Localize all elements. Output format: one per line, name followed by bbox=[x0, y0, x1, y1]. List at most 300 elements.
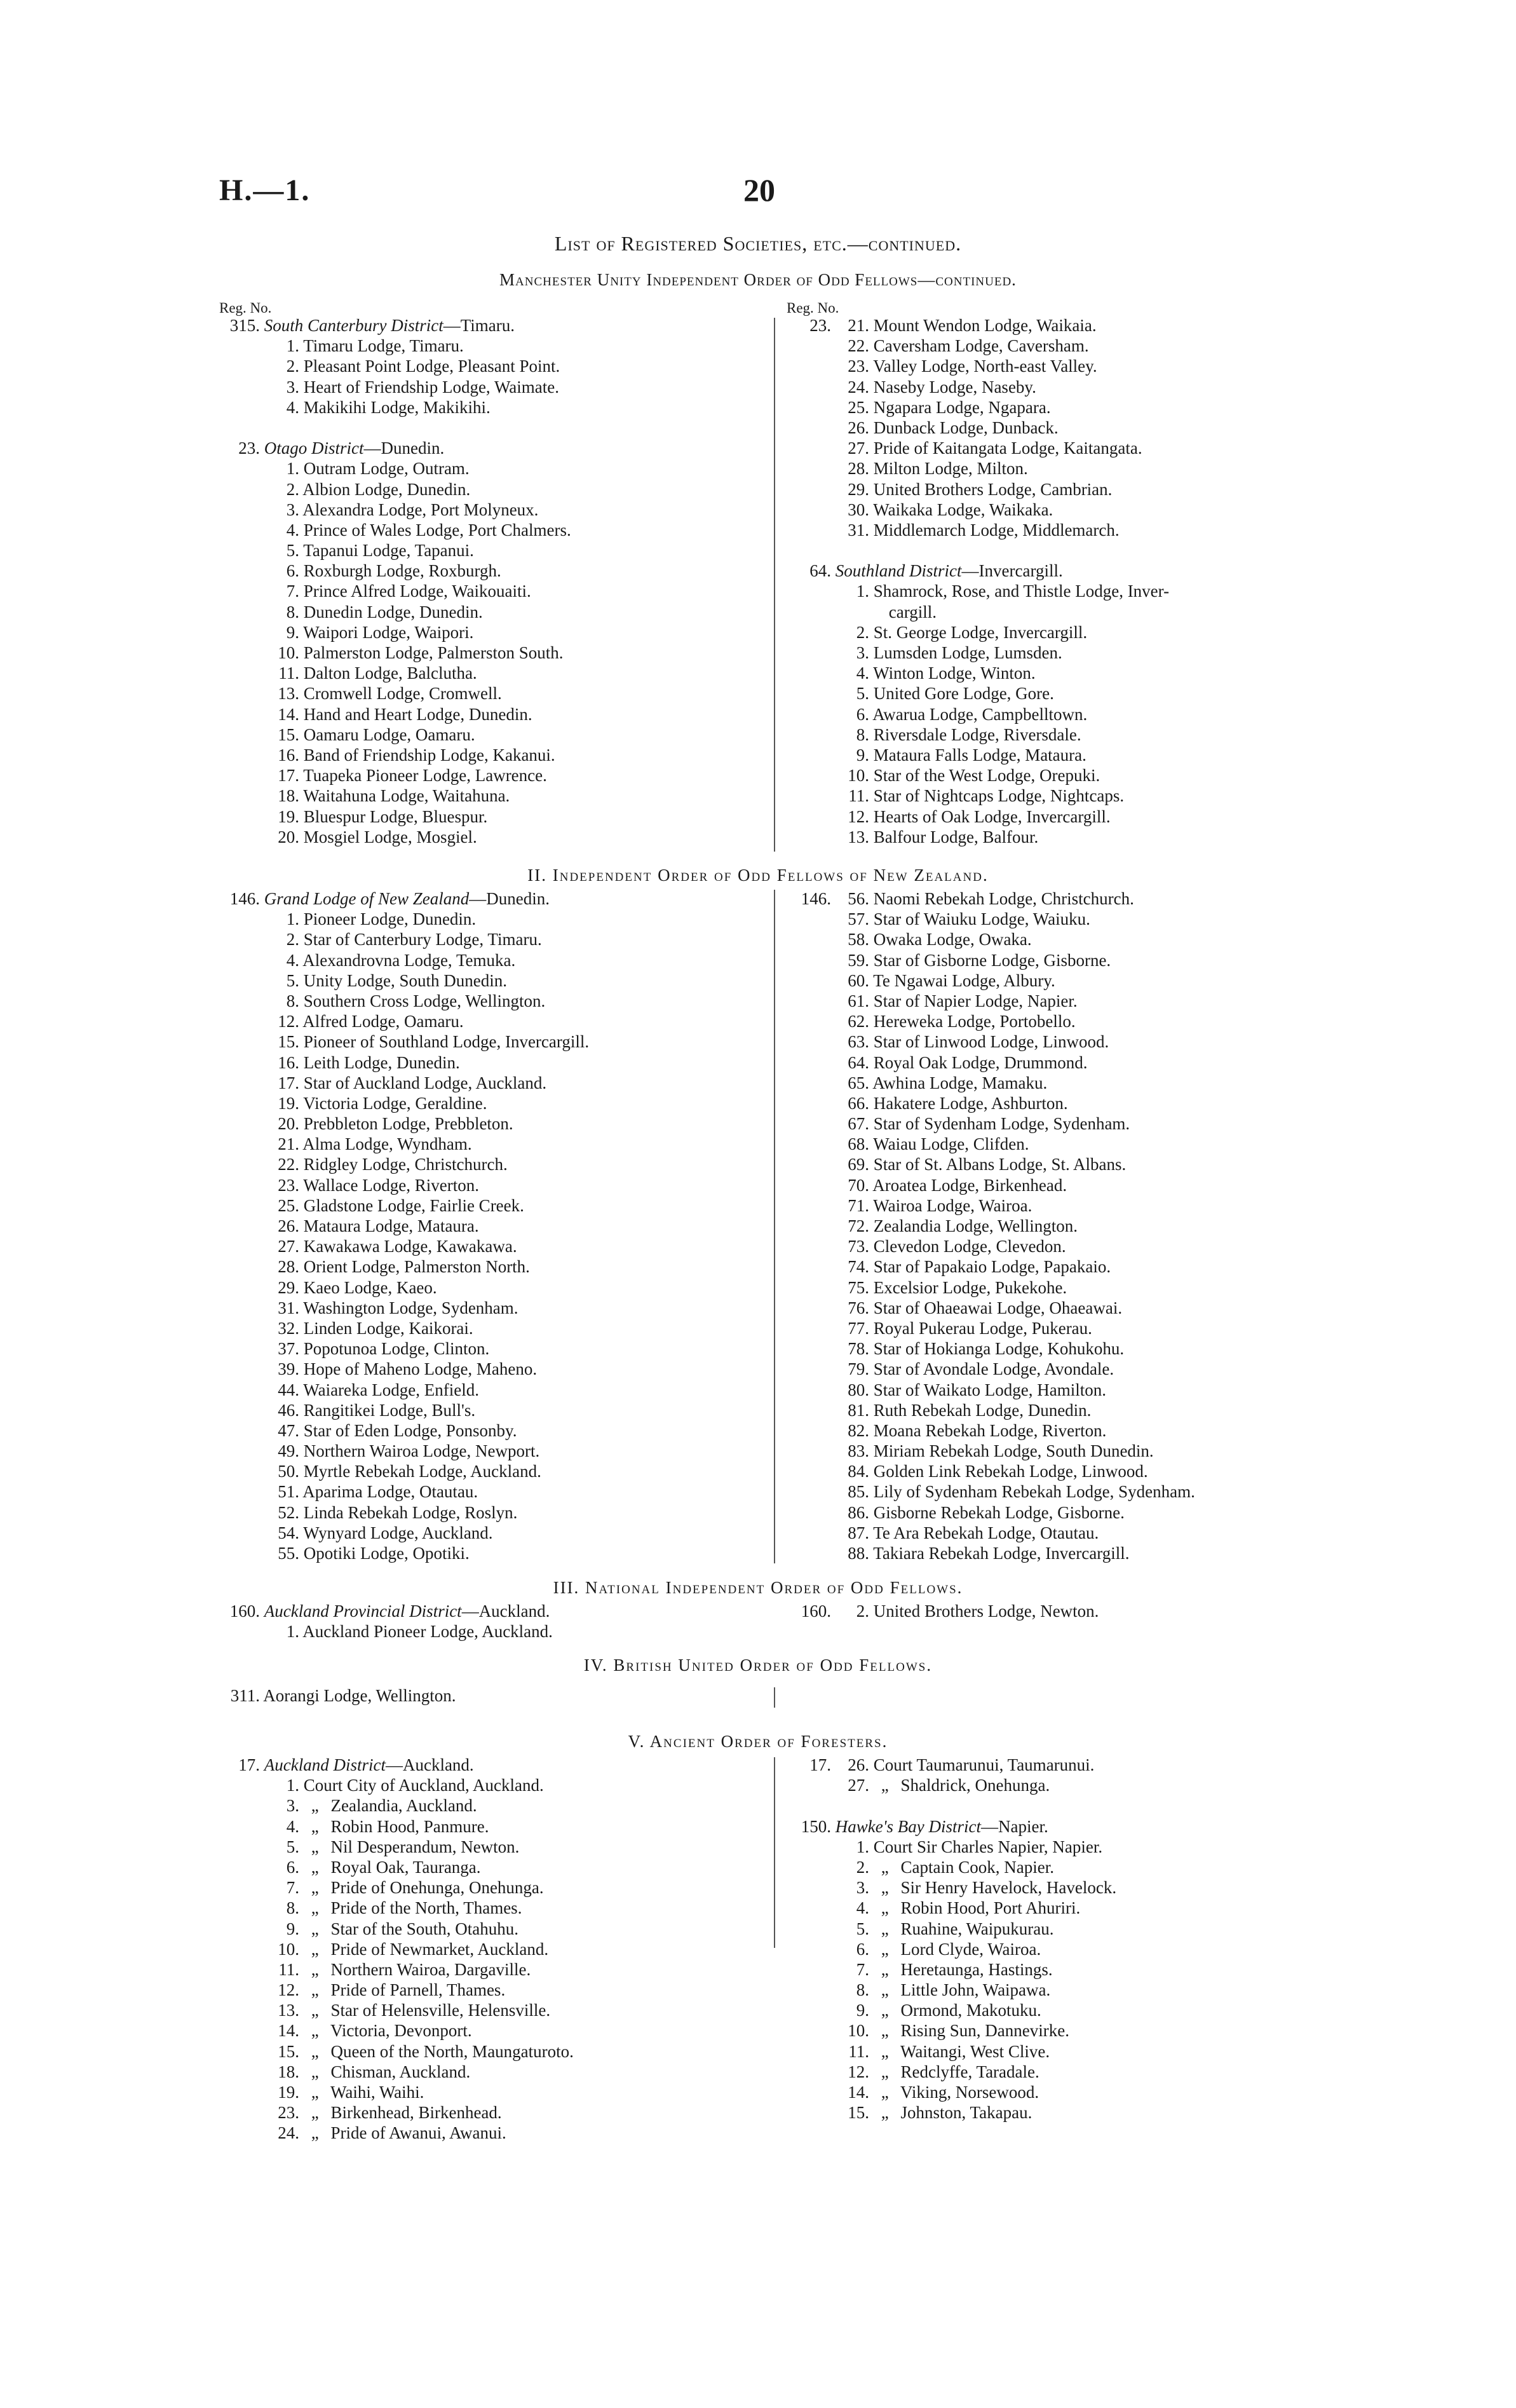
entry-number: 54. bbox=[278, 1523, 299, 1542]
list-item bbox=[219, 806, 571, 827]
entry-number: 72. bbox=[848, 1216, 869, 1235]
section-heading-manchester: Manchester Unity Independent Order of Odd Fellows—continued. bbox=[499, 270, 1017, 289]
lodge-name: Awarua Lodge, Campbelltown. bbox=[872, 704, 1088, 724]
entry-number: 2. bbox=[856, 622, 869, 642]
entry-number: 23. bbox=[848, 357, 869, 376]
list-item bbox=[787, 1523, 1195, 1543]
ditto-mark: „ bbox=[881, 1776, 889, 1795]
list-item bbox=[219, 1461, 589, 1481]
lodge-name: Rising Sun, Dannevirke. bbox=[900, 2021, 1069, 2041]
list-item bbox=[787, 2020, 1116, 2041]
entry-number: 64. bbox=[848, 1052, 869, 1072]
lodge-name: Caversham Lodge, Caversham. bbox=[873, 336, 1089, 356]
entry-number: 9. bbox=[286, 1919, 299, 1938]
lodge-name: Northern Wairoa, Dargaville. bbox=[330, 1959, 531, 1979]
lodge-name: Balfour Lodge, Balfour. bbox=[873, 827, 1039, 847]
lodge-name: United Brothers Lodge, Cambrian. bbox=[873, 479, 1113, 499]
district-place: —Auckland. bbox=[461, 1602, 550, 1621]
lodge-name: Star of Avondale Lodge, Avondale. bbox=[873, 1359, 1114, 1379]
list-item bbox=[219, 1277, 589, 1298]
lodge-name: Heart of Friendship Lodge, Waimate. bbox=[303, 377, 559, 397]
entry-number: 85. bbox=[848, 1482, 869, 1502]
list-item bbox=[219, 1837, 574, 1857]
entry-number: 3. bbox=[286, 1796, 299, 1816]
list-item bbox=[787, 786, 1169, 806]
list-item bbox=[787, 315, 1169, 336]
list-item bbox=[219, 1298, 589, 1318]
entry-number: 55. bbox=[278, 1544, 299, 1563]
reg-number: 311. bbox=[230, 1686, 260, 1705]
lodge-name: Prince of Wales Lodge, Port Chalmers. bbox=[303, 520, 571, 540]
entry-number: 18. bbox=[278, 786, 299, 806]
lodge-name: Kawakawa Lodge, Kawakawa. bbox=[303, 1237, 517, 1256]
entry-number: 18. bbox=[278, 2062, 299, 2081]
entry-number: 23. bbox=[278, 2103, 299, 2123]
lodge-name: United Gore Lodge, Gore. bbox=[873, 684, 1054, 704]
lodge-name: Mataura Falls Lodge, Mataura. bbox=[873, 745, 1086, 765]
list-item bbox=[219, 1959, 574, 1980]
entry-number: 80. bbox=[848, 1380, 869, 1399]
list-item bbox=[787, 602, 1169, 622]
lodge-name: Captain Cook, Napier. bbox=[900, 1857, 1054, 1877]
lodge-name: Popotunoa Lodge, Clinton. bbox=[303, 1339, 490, 1359]
list-item bbox=[787, 950, 1195, 970]
entry-number: 25. bbox=[278, 1195, 299, 1215]
entry-number: 2. bbox=[856, 1857, 869, 1877]
list-item bbox=[787, 1216, 1195, 1236]
entry-number: 13. bbox=[278, 684, 299, 704]
entry-number: 29. bbox=[848, 479, 869, 499]
lodge-name: Royal Oak Lodge, Drummond. bbox=[873, 1052, 1088, 1072]
list-item bbox=[219, 991, 589, 1011]
list-item bbox=[219, 458, 571, 479]
lodge-name: Viking, Norsewood. bbox=[900, 2083, 1039, 2102]
entry-number: 29. bbox=[278, 1277, 299, 1297]
entry-number: 3. bbox=[856, 1878, 869, 1898]
district-heading bbox=[219, 438, 571, 458]
entry-number: 74. bbox=[848, 1257, 869, 1277]
entry-number: 7. bbox=[286, 582, 299, 601]
entry-number: 8. bbox=[286, 1898, 299, 1918]
entry-number: 6. bbox=[856, 704, 869, 724]
lodge-name: Wairoa Lodge, Wairoa. bbox=[873, 1195, 1032, 1215]
lodge-name: Washington Lodge, Sydenham. bbox=[303, 1298, 518, 1317]
entry-number: 28. bbox=[278, 1257, 299, 1277]
lodge-name: Chisman, Auckland. bbox=[330, 2062, 471, 2081]
list-item bbox=[219, 1400, 589, 1420]
list-item bbox=[787, 581, 1169, 601]
list-item bbox=[219, 479, 571, 500]
lodge-name: Myrtle Rebekah Lodge, Auckland. bbox=[303, 1462, 541, 1481]
entry-number: 9. bbox=[856, 2001, 869, 2020]
reg-no-label-left: Reg. No. bbox=[219, 300, 272, 316]
lodge-name: Star of Hokianga Lodge, Kohukohu. bbox=[873, 1339, 1125, 1359]
district-heading bbox=[219, 315, 571, 336]
lodge-name: Takiara Rebekah Lodge, Invercargill. bbox=[873, 1544, 1130, 1563]
section-heading-ii: II. Independent Order of Odd Fellows of New Zealand. bbox=[527, 866, 989, 885]
lodge-name: Northern Wairoa Lodge, Newport. bbox=[303, 1441, 540, 1461]
entry-number: 27. bbox=[848, 1776, 869, 1795]
entry-number: 47. bbox=[278, 1420, 299, 1440]
lodge-name: Star of the West Lodge, Orepuki. bbox=[873, 766, 1100, 786]
list-item bbox=[219, 1816, 574, 1837]
reg-number: 150. bbox=[801, 1816, 831, 1836]
district-place: —Napier. bbox=[981, 1816, 1048, 1836]
lodge-name: Alexandra Lodge, Port Molyneux. bbox=[302, 500, 539, 519]
entry-number: 7. bbox=[286, 1878, 299, 1898]
ditto-mark: „ bbox=[311, 1857, 319, 1877]
list-item bbox=[787, 1175, 1195, 1195]
list-item bbox=[787, 622, 1169, 643]
lodge-name: Royal Oak, Tauranga. bbox=[330, 1857, 481, 1877]
list-item bbox=[787, 745, 1169, 765]
list-item bbox=[219, 1073, 589, 1093]
list-item bbox=[219, 1113, 589, 1134]
list-item bbox=[787, 1073, 1195, 1093]
lodge-name: Court Sir Charles Napier, Napier. bbox=[873, 1837, 1103, 1856]
list-item bbox=[219, 1420, 589, 1441]
lodge-name: Band of Friendship Lodge, Kakanui. bbox=[303, 745, 555, 765]
page-title: List of Registered Societies, etc.—continued. bbox=[554, 232, 962, 255]
v-left-column bbox=[219, 1755, 574, 2144]
entry-number: 58. bbox=[848, 930, 869, 949]
list-item bbox=[219, 336, 571, 356]
list-item bbox=[787, 1877, 1116, 1898]
entry-number: 19. bbox=[278, 2083, 299, 2102]
list-item bbox=[219, 704, 571, 724]
list-item bbox=[787, 724, 1169, 745]
lodge-name: Aroatea Lodge, Birkenhead. bbox=[872, 1175, 1067, 1195]
lodge-name: Te Ngawai Lodge, Albury. bbox=[873, 970, 1055, 990]
list-item bbox=[787, 683, 1169, 704]
list-item bbox=[787, 1195, 1195, 1216]
list-item bbox=[787, 888, 1195, 909]
entry-number: 46. bbox=[278, 1400, 299, 1420]
lodge-name: Moana Rebekah Lodge, Riverton. bbox=[873, 1420, 1107, 1440]
list-item bbox=[219, 1134, 589, 1154]
lodge-name: Robin Hood, Port Ahuriri. bbox=[900, 1898, 1081, 1918]
lodge-name: Zealandia Lodge, Wellington. bbox=[873, 1216, 1078, 1235]
lodge-name: Bluespur Lodge, Bluespur. bbox=[303, 806, 488, 826]
lodge-name: Aorangi Lodge, Wellington. bbox=[263, 1686, 456, 1705]
list-item bbox=[787, 458, 1169, 479]
iv-left-column bbox=[219, 1685, 456, 1706]
reg-number: 17. bbox=[238, 1755, 260, 1774]
district-heading bbox=[219, 1601, 553, 1621]
document-code: H.—1. bbox=[219, 173, 311, 207]
entry-number: 8. bbox=[856, 1980, 869, 2000]
iii-right-column bbox=[787, 1601, 1099, 1621]
list-item bbox=[219, 1939, 574, 1959]
ditto-mark: „ bbox=[881, 2062, 889, 2081]
lodge-name: Star of Waikato Lodge, Hamilton. bbox=[873, 1380, 1107, 1399]
column-divider bbox=[774, 890, 775, 1563]
entry-number: 24. bbox=[278, 2123, 299, 2143]
lodge-name: Birkenhead, Birkenhead. bbox=[330, 2103, 502, 2123]
list-item bbox=[219, 2062, 574, 2082]
lodge-name: Wallace Lodge, Riverton. bbox=[303, 1175, 479, 1195]
entry-number: 6. bbox=[286, 561, 299, 581]
lodge-name: Star of Helensville, Helensville. bbox=[330, 2001, 551, 2020]
entry-number: 87. bbox=[848, 1523, 869, 1542]
lodge-name: Clevedon Lodge, Clevedon. bbox=[873, 1237, 1066, 1256]
lodge-name: Ormond, Makotuku. bbox=[900, 2001, 1041, 2020]
list-item bbox=[219, 500, 571, 520]
entry-number: 21. bbox=[848, 316, 869, 335]
lodge-name: Gisborne Rebekah Lodge, Gisborne. bbox=[873, 1502, 1125, 1522]
ditto-mark: „ bbox=[881, 1857, 889, 1877]
lodge-name: Star of Linwood Lodge, Linwood. bbox=[873, 1032, 1109, 1052]
reg-no-label-right: Reg. No. bbox=[787, 300, 839, 316]
district-heading bbox=[787, 561, 1169, 581]
lodge-name: Alexandrovna Lodge, Temuka. bbox=[302, 950, 516, 970]
lodge-name: Ridgley Lodge, Christchurch. bbox=[303, 1155, 508, 1174]
entry-number: 4. bbox=[286, 1816, 299, 1836]
list-item bbox=[219, 909, 589, 929]
lodge-name: Pioneer Lodge, Dunedin. bbox=[303, 909, 477, 929]
list-item bbox=[219, 377, 571, 397]
entry-number: 8. bbox=[286, 991, 299, 1010]
list-item bbox=[787, 970, 1195, 991]
list-item bbox=[787, 1939, 1116, 1959]
ditto-mark: „ bbox=[311, 2021, 319, 2041]
list-item bbox=[787, 909, 1195, 929]
entry-number: 20. bbox=[278, 1114, 299, 1134]
lodge-name: Dunback Lodge, Dunback. bbox=[873, 418, 1059, 437]
list-item bbox=[787, 1601, 1099, 1621]
lodge-name: Wynyard Lodge, Auckland. bbox=[303, 1523, 493, 1542]
entry-number: 1. bbox=[286, 459, 299, 479]
entry-number: 3. bbox=[286, 377, 299, 397]
lodge-name: Star of Auckland Lodge, Auckland. bbox=[303, 1073, 547, 1092]
list-item bbox=[219, 1523, 589, 1543]
ditto-mark: „ bbox=[311, 2062, 319, 2081]
ditto-mark: „ bbox=[881, 1980, 889, 2000]
entry-number: 21. bbox=[278, 1134, 299, 1154]
lodge-name: Timaru Lodge, Timaru. bbox=[303, 336, 464, 356]
list-item bbox=[787, 2102, 1116, 2123]
lodge-name: Victoria Lodge, Geraldine. bbox=[303, 1093, 487, 1113]
column-divider bbox=[774, 1687, 775, 1708]
lodge-name: Palmerston Lodge, Palmerston South. bbox=[303, 643, 564, 662]
list-item bbox=[219, 643, 571, 663]
list-item bbox=[787, 1959, 1116, 1980]
entry-number: 7. bbox=[856, 1959, 869, 1979]
list-item bbox=[787, 2082, 1116, 2102]
list-item bbox=[787, 1011, 1195, 1031]
entry-number: 73. bbox=[848, 1237, 869, 1256]
lodge-name: Hearts of Oak Lodge, Invercargill. bbox=[873, 806, 1111, 826]
lodge-name: Heretaunga, Hastings. bbox=[900, 1959, 1053, 1979]
ditto-mark: „ bbox=[311, 1919, 319, 1938]
list-item bbox=[219, 1441, 589, 1461]
list-item bbox=[787, 1134, 1195, 1154]
list-item bbox=[787, 663, 1169, 683]
entry-number: 4. bbox=[286, 520, 299, 540]
column-divider bbox=[774, 1757, 775, 1948]
entry-number: 28. bbox=[848, 459, 869, 479]
entry-number: 12. bbox=[278, 1980, 299, 2000]
entry-number: 84. bbox=[848, 1462, 869, 1481]
list-item bbox=[787, 1338, 1195, 1359]
lodge-name: Milton Lodge, Milton. bbox=[873, 459, 1028, 479]
lodge-name: Pride of Onehunga, Onehunga. bbox=[330, 1878, 544, 1898]
entry-number: 68. bbox=[848, 1134, 869, 1154]
entry-number: 12. bbox=[278, 1012, 299, 1031]
ditto-mark: „ bbox=[311, 1939, 319, 1959]
entry-number: 59. bbox=[848, 950, 869, 970]
ditto-mark: „ bbox=[881, 1898, 889, 1918]
manchester-right-column bbox=[787, 315, 1169, 847]
lodge-name: Auckland Pioneer Lodge, Auckland. bbox=[302, 1622, 553, 1642]
lodge-name: Johnston, Takapau. bbox=[900, 2103, 1032, 2123]
lodge-name: Roxburgh Lodge, Roxburgh. bbox=[303, 561, 501, 581]
lodge-name: Outram Lodge, Outram. bbox=[303, 459, 470, 479]
list-item bbox=[219, 1380, 589, 1400]
entry-number: 70. bbox=[848, 1175, 869, 1195]
entry-number: 66. bbox=[848, 1093, 869, 1113]
list-item bbox=[787, 929, 1195, 949]
ditto-mark: „ bbox=[311, 1816, 319, 1836]
lodge-name: Miriam Rebekah Lodge, South Dunedin. bbox=[873, 1441, 1154, 1461]
entry-number: 82. bbox=[848, 1420, 869, 1440]
lodge-name: Ruth Rebekah Lodge, Dunedin. bbox=[873, 1400, 1092, 1420]
entry-number: 9. bbox=[856, 745, 869, 765]
entry-number: 39. bbox=[278, 1359, 299, 1379]
list-item bbox=[787, 2041, 1116, 2062]
reg-number: 160. bbox=[229, 1602, 260, 1621]
lodge-name: Star of St. Albans Lodge, St. Albans. bbox=[873, 1155, 1127, 1174]
entry-number: 1. bbox=[286, 336, 299, 356]
list-item bbox=[787, 1980, 1116, 2000]
ditto-mark: „ bbox=[311, 1796, 319, 1816]
list-item bbox=[219, 540, 571, 561]
lodge-name: Waiau Lodge, Clifden. bbox=[873, 1134, 1029, 1154]
entry-number: 30. bbox=[848, 500, 869, 519]
list-item bbox=[787, 1543, 1195, 1563]
lodge-name: Pride of Awanui, Awanui. bbox=[330, 2123, 506, 2143]
lodge-name: Star of Ohaeawai Lodge, Ohaeawai. bbox=[873, 1298, 1123, 1317]
list-item bbox=[787, 356, 1169, 376]
entry-number: 51. bbox=[278, 1482, 299, 1502]
list-item bbox=[787, 520, 1169, 540]
lodge-name: Waihi, Waihi. bbox=[330, 2083, 424, 2102]
list-item bbox=[787, 377, 1169, 397]
lodge-name: Star of Canterbury Lodge, Timaru. bbox=[303, 930, 542, 949]
entry-number: 37. bbox=[278, 1339, 299, 1359]
entry-number: 31. bbox=[278, 1298, 299, 1317]
entry-number: 27. bbox=[848, 439, 869, 458]
lodge-name: Court Taumarunui, Taumarunui. bbox=[873, 1755, 1095, 1774]
entry-number: 14. bbox=[278, 704, 299, 724]
district-name: Otago District bbox=[264, 439, 364, 458]
list-item bbox=[219, 602, 571, 622]
list-item bbox=[787, 1277, 1195, 1298]
entry-number: 4. bbox=[286, 397, 299, 417]
ditto-mark: „ bbox=[311, 2103, 319, 2123]
lodge-name: Nil Desperandum, Newton. bbox=[330, 1837, 520, 1856]
ii-right-column bbox=[787, 888, 1195, 1563]
list-item bbox=[219, 1154, 589, 1174]
lodge-name: Naseby Lodge, Naseby. bbox=[873, 377, 1036, 397]
list-item bbox=[787, 1481, 1195, 1502]
lodge-name: Shamrock, Rose, and Thistle Lodge, Inver- bbox=[873, 582, 1170, 601]
lodge-name: Sir Henry Havelock, Havelock. bbox=[900, 1878, 1117, 1898]
lodge-name: Robin Hood, Panmure. bbox=[330, 1816, 489, 1836]
list-item bbox=[787, 500, 1169, 520]
entry-number: 10. bbox=[848, 2021, 869, 2041]
entry-number: 15. bbox=[848, 2103, 869, 2123]
lodge-name: Royal Pukerau Lodge, Pukerau. bbox=[873, 1318, 1092, 1338]
list-item bbox=[787, 806, 1169, 827]
ii-left-column bbox=[219, 888, 589, 1563]
list-item bbox=[219, 581, 571, 601]
lodge-name: Hereweka Lodge, Portobello. bbox=[873, 1012, 1076, 1031]
list-item bbox=[787, 827, 1169, 847]
list-item bbox=[219, 745, 571, 765]
lodge-name: Owaka Lodge, Owaka. bbox=[873, 930, 1032, 949]
entry-number: 71. bbox=[848, 1195, 869, 1215]
lodge-name: Star of Waiuku Lodge, Waiuku. bbox=[873, 909, 1090, 929]
lodge-name: Gladstone Lodge, Fairlie Creek. bbox=[303, 1195, 524, 1215]
reg-number: 23. bbox=[238, 439, 260, 458]
entry-number: 15. bbox=[278, 724, 299, 744]
lodge-name: Pride of the North, Thames. bbox=[330, 1898, 522, 1918]
list-item bbox=[787, 1154, 1195, 1174]
entry-number: 83. bbox=[848, 1441, 869, 1461]
lodge-name: Court City of Auckland, Auckland. bbox=[303, 1776, 544, 1795]
entry-number: 3. bbox=[856, 643, 869, 662]
lodge-name: Star of Eden Lodge, Ponsonby. bbox=[303, 1420, 517, 1440]
list-item bbox=[787, 1318, 1195, 1338]
lodge-name: Tuapeka Pioneer Lodge, Lawrence. bbox=[303, 766, 547, 786]
lodge-name: Riversdale Lodge, Riversdale. bbox=[873, 724, 1081, 744]
district-name: Southland District bbox=[835, 561, 962, 581]
lodge-name: Star of Nightcaps Lodge, Nightcaps. bbox=[873, 786, 1125, 806]
list-item bbox=[787, 765, 1169, 786]
entry-number: 60. bbox=[848, 970, 869, 990]
list-item bbox=[787, 1775, 1116, 1795]
list-item bbox=[219, 1052, 589, 1073]
entry-number: 11. bbox=[278, 663, 299, 683]
list-item bbox=[219, 2000, 574, 2020]
district-name: Hawke's Bay District bbox=[835, 1816, 981, 1836]
entry-number: 17. bbox=[278, 1073, 299, 1092]
district-heading bbox=[219, 1755, 574, 1775]
section-heading-iv: IV. British United Order of Odd Fellows. bbox=[583, 1656, 933, 1675]
entry-number: 4. bbox=[856, 663, 869, 683]
lodge-name: Waitahuna Lodge, Waitahuna. bbox=[303, 786, 510, 806]
lodge-name: Redclyffe, Taradale. bbox=[900, 2062, 1039, 2081]
ditto-mark: „ bbox=[881, 2041, 889, 2061]
list-item bbox=[787, 2062, 1116, 2082]
entry-number: 19. bbox=[278, 806, 299, 826]
entry-number: 5. bbox=[286, 1837, 299, 1856]
column-divider bbox=[774, 318, 775, 852]
ditto-mark: „ bbox=[881, 1939, 889, 1959]
lodge-name: Linda Rebekah Lodge, Roslyn. bbox=[303, 1502, 518, 1522]
lodge-name: Aparima Lodge, Otautau. bbox=[302, 1482, 478, 1502]
ditto-mark: „ bbox=[311, 2041, 319, 2061]
list-item bbox=[787, 397, 1169, 418]
list-item bbox=[787, 643, 1169, 663]
entry-number: 14. bbox=[278, 2021, 299, 2041]
ditto-mark: „ bbox=[311, 1837, 319, 1856]
list-item bbox=[219, 765, 571, 786]
list-item bbox=[219, 520, 571, 540]
reg-number: 64. bbox=[809, 561, 831, 581]
iii-left-column bbox=[219, 1601, 553, 1642]
